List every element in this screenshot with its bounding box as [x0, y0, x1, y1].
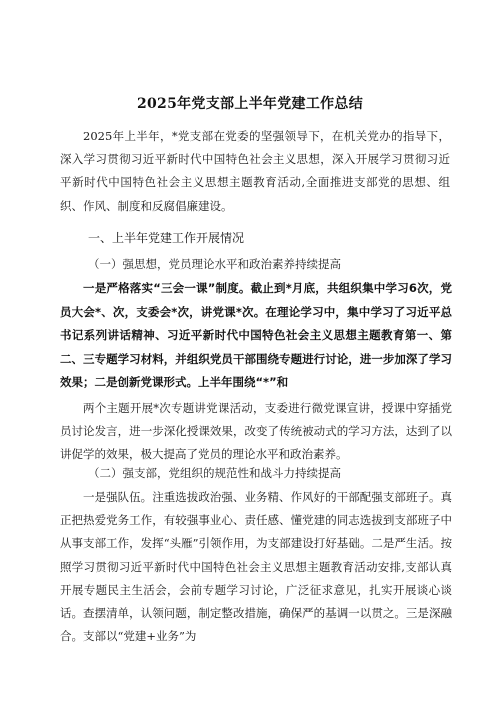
subsection-1-bold-paragraph: 一是严格落实“三会一课”制度。截止到*月底，共组织集中学习6次，党员大会*、次，支委会*次，讲党课*次。在理论学习中，集中学习了习近平总书记系列讲话精神、习近平新时代中国特色社会主义思想主题教育第一、第二、三专题学习材料，并组织党员干部围绕专题进行讨论，进一步加深了学习效果；二是创新党课形式。上半年围绕“*”和	[60, 281, 452, 389]
subsection-heading-2: （二）强支部，党组织的规范性和战斗力持续提高	[88, 466, 341, 480]
intro-paragraph: 2025年上半年，*党支部在党委的坚强领导下，在机关党办的指导下，深入学习贯彻习近平新时代中国特色社会主义思想，深入开展学习贯彻习近平新时代中国特色社会主义思想主题教育活动,全面推进支部党的思想、组织、作风、制度和反腐倡廉建设。	[60, 129, 450, 213]
subsection-2-paragraph: 一是强队伍。注重选拔政治强、业务精、作风好的干部配强支部班子。真正把热爱党务工作，有较强事业心、责任感、懂党建的同志选拔到支部班子中从事支部工作，发挥“头雁”引领作用，为支部建设打好基础。二是严生活。按照学习贯彻习近平新时代中国特色社会主义思想主题教育活动安排,支部认真开展专题民主生活会，会前专题学习讨论，广泛征求意见，扎实开展谈心谈话。查摆清单，认领问题，制定整改措施，确保严的基调一以贯之。三是深融合。支部以“党建+业务”为	[60, 490, 452, 644]
subsection-heading-1: （一）强思想，党员理论水平和政治素养持续提高	[88, 257, 341, 271]
subsection-1-paragraph: 两个主题开展*次专题讲党课活动，支委进行微党课宣讲，授课中穿插党员讨论发言，进一步深化授课效果，改变了传统被动式的学习方法，达到了以讲促学的效果，极大提高了党员的理论水平和政治素养。	[60, 401, 452, 462]
document-title: 2025年党支部上半年党建工作总结	[136, 96, 364, 112]
section-heading: 一、上半年党建工作开展情况	[88, 231, 245, 245]
